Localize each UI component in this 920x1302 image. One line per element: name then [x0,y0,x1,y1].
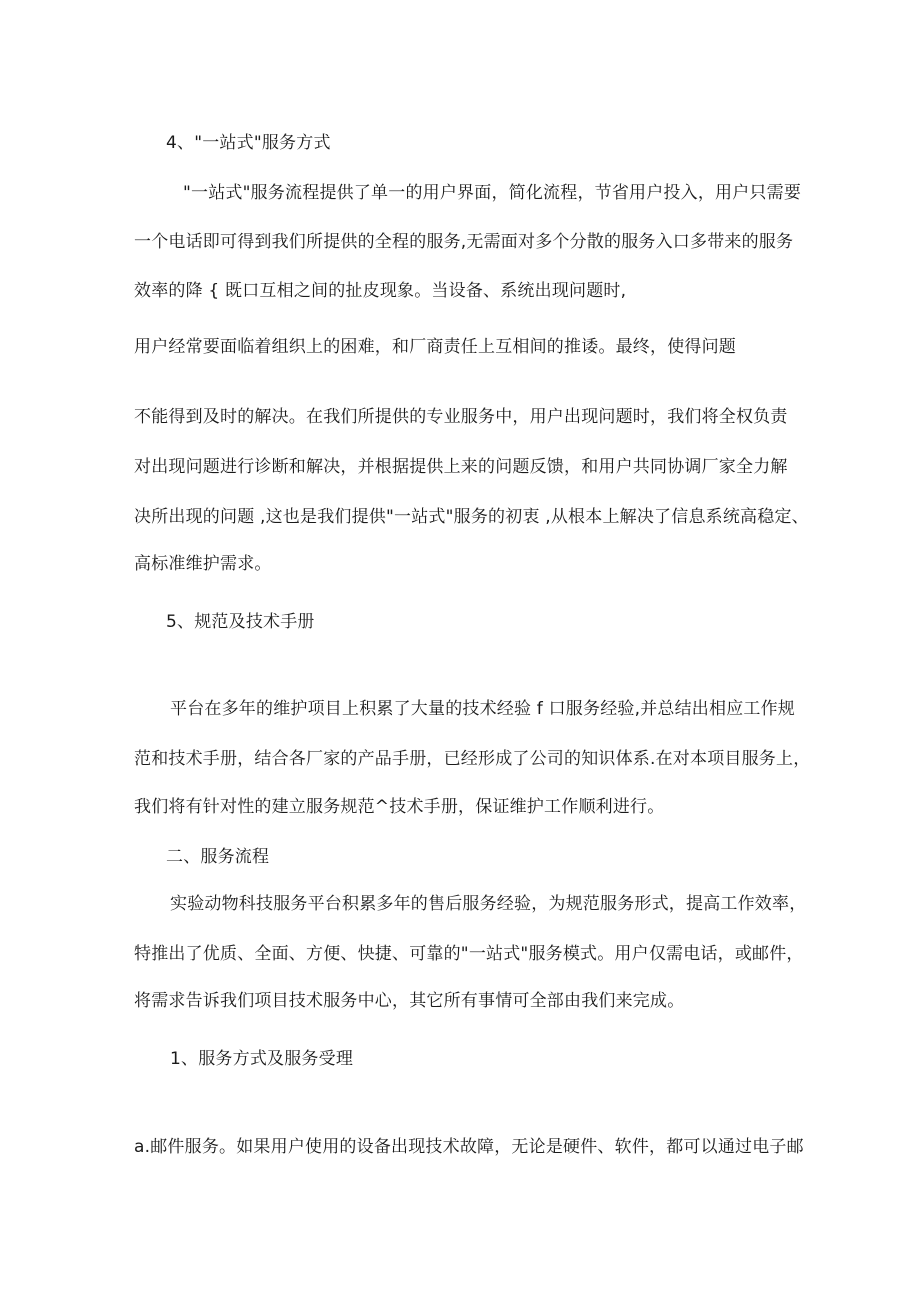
paragraph-line: 高标准维护需求。 [134,554,272,574]
paragraph-line: 用户经常要面临着组织上的困难，和厂商责任上互相间的推诿。最终，使得问题 [134,337,736,357]
paragraph-line: "一站式"服务流程提供了单一的用户界面，简化流程，节省用户投入，用户只需要 [183,183,802,203]
heading-service-process: 二、服务流程 [166,847,270,867]
heading-service-method-acceptance: 1、服务方式及服务受理 [170,1049,354,1069]
paragraph-line: 范和技术手册，结合各厂家的产品手册，已经形成了公司的知识体系.在对本项目服务上， [134,749,811,769]
paragraph-line: 我们将有针对性的建立服务规范^技术手册，保证维护工作顺利进行。 [134,797,665,817]
paragraph-line: 平台在多年的维护项目上积累了大量的技术经验 f 口服务经验,并总结出相应工作规 [170,699,795,719]
paragraph-line: 特推出了优质、全面、方便、快捷、可靠的"一站式"服务模式。用户仅需电话，或邮件， [134,944,804,964]
paragraph-line: 实验动物科技服务平台积累多年的售后服务经验，为规范服务形式，提高工作效率， [170,894,807,914]
heading-standards-manual: 5、规范及技术手册 [166,612,315,632]
paragraph-line: 效率的降 { 既口互相之间的扯皮现象。当设备、系统出现问题时, [134,281,627,301]
paragraph-line: 不能得到及时的解决。在我们所提供的专业服务中，用户出现问题时，我们将全权负责 [134,407,788,427]
heading-one-stop-service: 4、"一站式"服务方式 [166,133,331,153]
paragraph-line: a.邮件服务。如果用户使用的设备出现技术故障，无论是硬件、软件，都可以通过电子邮 [134,1137,804,1157]
paragraph-line: 一个电话即可得到我们所提供的全程的服务,无需面对多个分散的服务入口多带来的服务 [134,232,794,252]
paragraph-line: 对出现问题进行诊断和解决，并根据提供上来的问题反馈，和用户共同协调厂家全力解 [134,457,788,477]
paragraph-line: 决所出现的问题 ,这也是我们提供"一站式"服务的初衷 ,从根本上解决了信息系统高稳定、 [134,507,809,527]
paragraph-line: 将需求告诉我们项目技术服务中心，其它所有事情可全部由我们来完成。 [134,991,685,1011]
